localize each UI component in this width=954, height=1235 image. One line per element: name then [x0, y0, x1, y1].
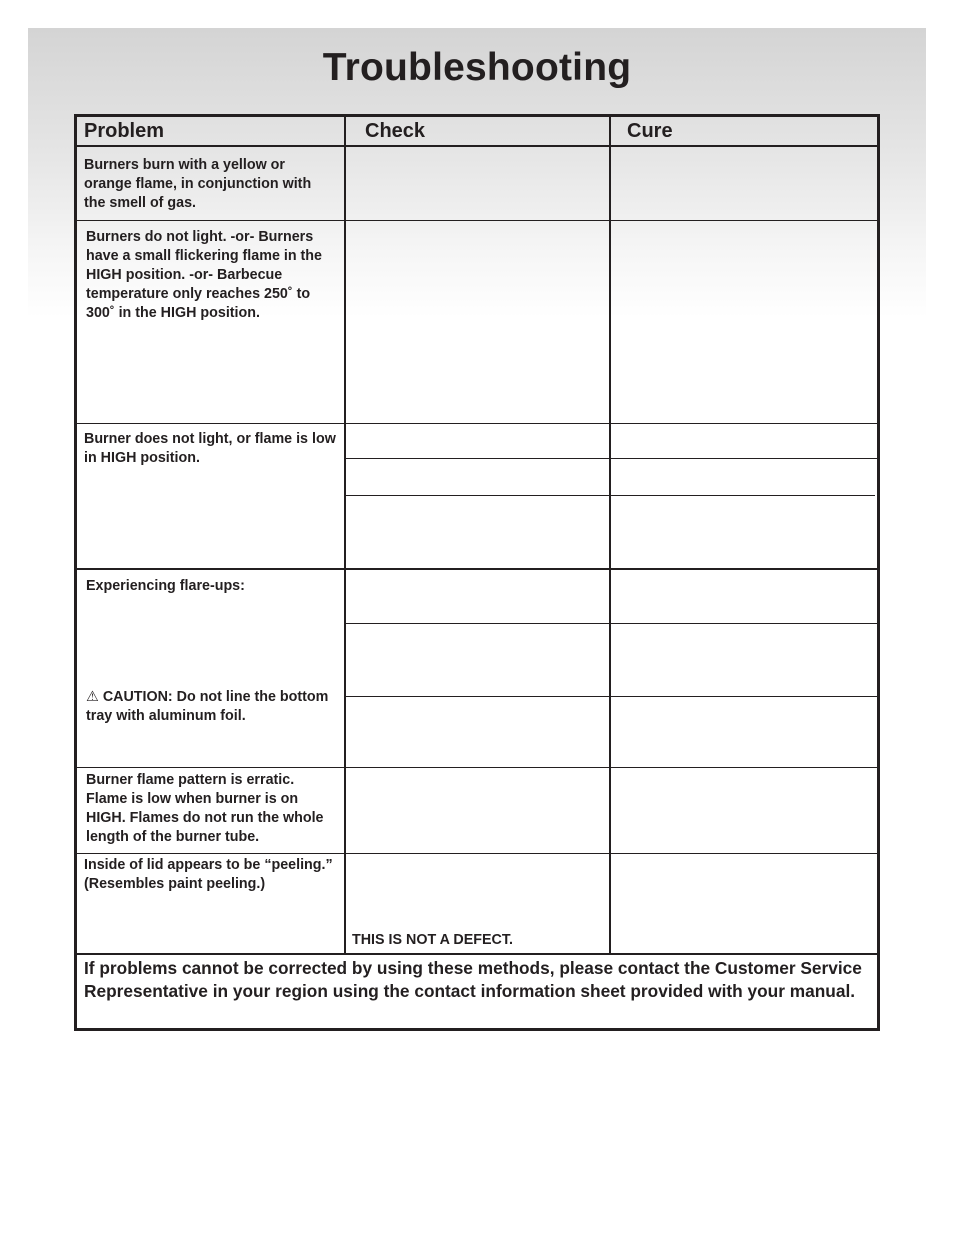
row-divider — [76, 423, 878, 424]
row-divider — [76, 767, 878, 768]
row-divider — [76, 853, 878, 854]
problem-cell-erratic-flame: Burner flame pattern is erratic. Flame is low when burner is on HIGH. Flames do not run the whole length of the burner tube. — [86, 772, 324, 845]
caution-text: CAUTION: Do not line the bottom tray with aluminum foil. — [86, 689, 329, 724]
troubleshooting-table — [74, 114, 880, 1031]
problem-cell-burners-not-light: Burners do not light. -or- Burners have a small flickering flame in the HIGH position. -or- Barbecue temperature only reaches 250˚ to 300˚ in the HIGH position. — [86, 229, 322, 321]
sub-row-divider — [346, 495, 875, 496]
sub-row-divider — [346, 458, 878, 459]
header-divider — [76, 145, 878, 147]
column-divider — [609, 116, 611, 955]
sub-row-divider — [346, 623, 878, 624]
problem-cell-lid-peeling: Inside of lid appears to be “peeling.” (Resembles paint peeling.) — [84, 857, 333, 892]
warning-icon: ⚠ — [86, 689, 99, 705]
sub-row-divider — [346, 696, 878, 697]
row-divider — [76, 568, 878, 570]
caution-note — [86, 688, 338, 726]
check-cell-not-a-defect: THIS IS NOT A DEFECT. — [352, 932, 513, 948]
footer-note: If problems cannot be corrected by using these methods, please contact the Customer Service Representative in your region using the contact information sheet provided with your manual. — [84, 958, 862, 1001]
column-header-check: Check — [365, 120, 426, 142]
page-title: Troubleshooting — [322, 46, 632, 89]
row-divider — [76, 953, 878, 955]
problem-cell-low-flame: Burner does not light, or flame is low in HIGH position. — [84, 431, 336, 466]
row-divider — [76, 220, 878, 221]
column-divider — [344, 116, 346, 955]
problem-cell-flare-ups: Experiencing flare-ups: — [86, 578, 245, 594]
column-header-problem: Problem — [84, 120, 165, 142]
problem-cell-yellow-flame: Burners burn with a yellow or orange flame, in conjunction with the smell of gas. — [84, 157, 312, 211]
column-header-cure: Cure — [627, 120, 673, 142]
